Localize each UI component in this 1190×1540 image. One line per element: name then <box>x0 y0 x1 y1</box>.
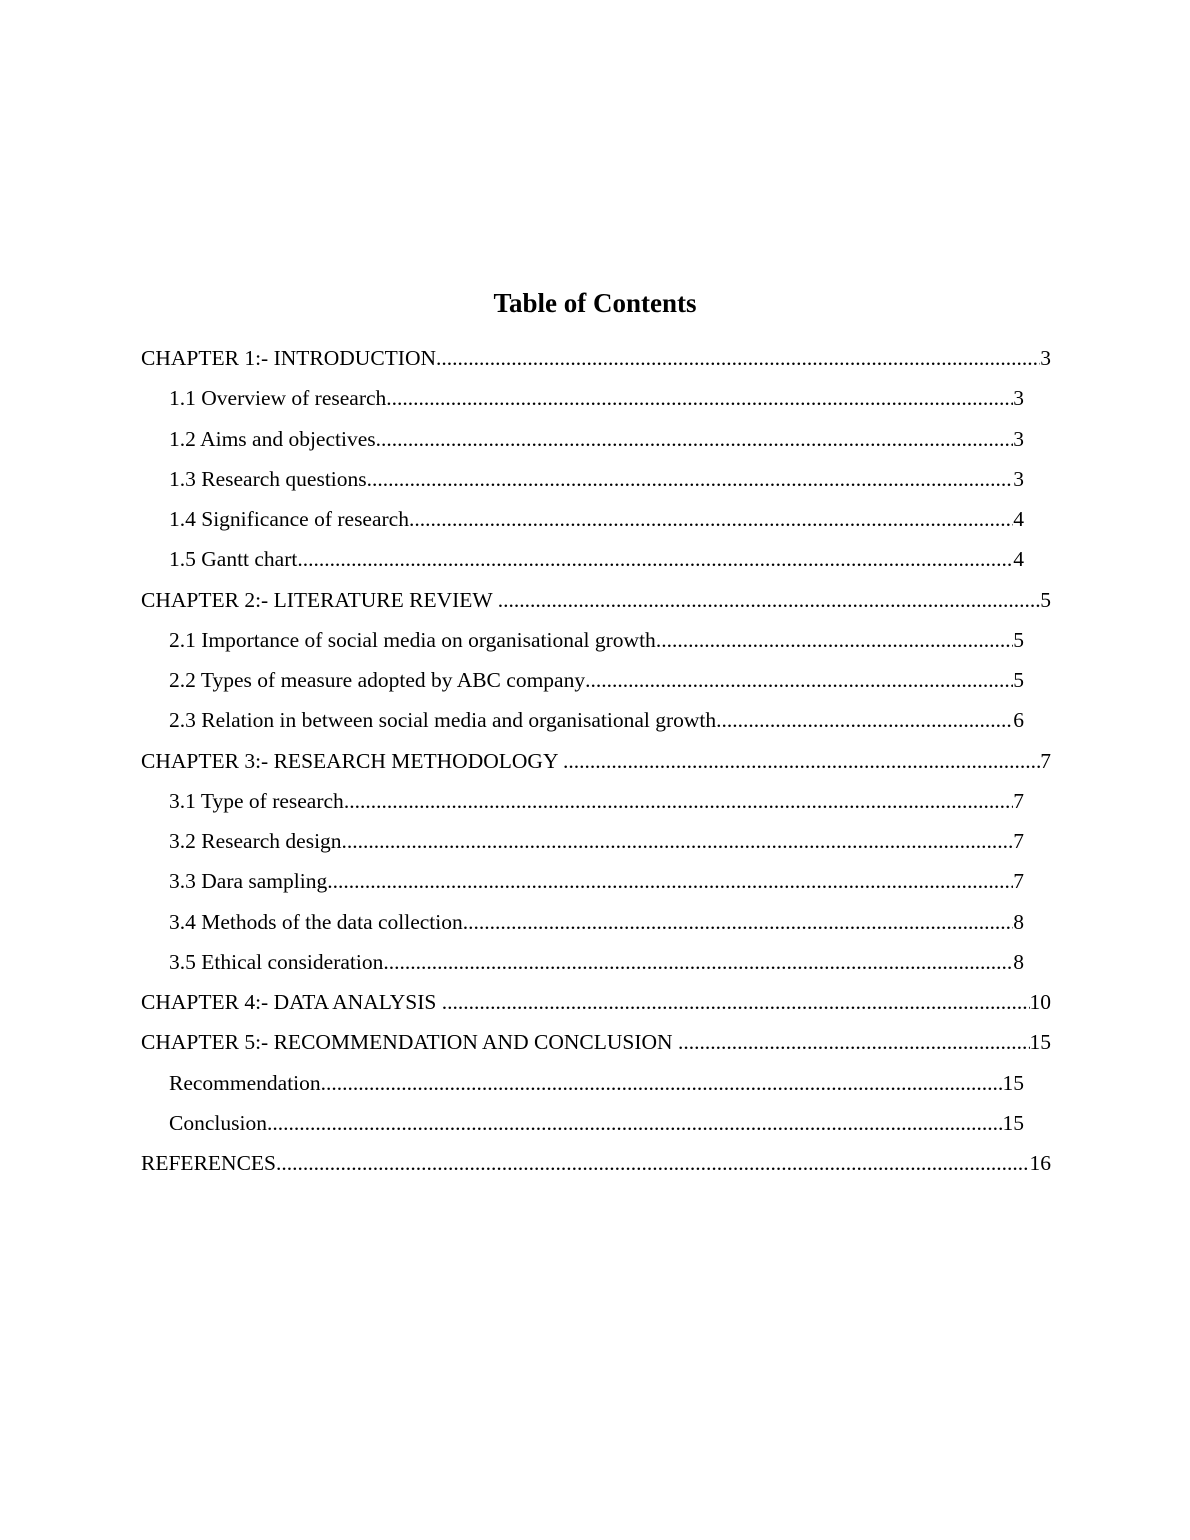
toc-section-entry[interactable] <box>169 662 1024 702</box>
toc-dot-leader <box>656 622 1013 658</box>
toc-chapter-entry[interactable] <box>141 582 1051 622</box>
toc-entry-label: 2.3 Relation in between social media and organisational growth <box>169 708 717 733</box>
toc-dot-leader <box>436 340 1040 376</box>
toc-entry-page-number: 4 <box>1013 547 1024 572</box>
toc-entry-page-number: 8 <box>1013 909 1024 934</box>
toc-chapter-entry[interactable] <box>141 743 1051 783</box>
toc-dot-leader <box>678 1024 1030 1060</box>
toc-entry-label: CHAPTER 4:- DATA ANALYSIS <box>141 990 442 1014</box>
toc-entry-page-number: 16 <box>1029 1151 1051 1175</box>
toc-section-entry[interactable] <box>169 541 1024 581</box>
toc-section-entry[interactable] <box>169 622 1024 662</box>
page-title: Table of Contents <box>493 288 697 318</box>
toc-entry-page-number: 5 <box>1013 668 1024 692</box>
toc-dot-leader <box>367 461 1014 497</box>
toc-chapter-entry[interactable] <box>141 340 1051 380</box>
toc-entry-label: 2.1 Importance of social media on organisational growth <box>169 627 656 652</box>
toc-entry-label: 1.4 Significance of research <box>169 507 409 531</box>
toc-entry-label: 3.2 Research design <box>169 829 342 853</box>
toc-entry-page-number: 7 <box>1013 869 1024 894</box>
toc-entry-label: CHAPTER 2:- LITERATURE REVIEW <box>141 587 498 612</box>
toc-entry-label: Recommendation <box>169 1070 321 1095</box>
toc-entry-label: 1.5 Gantt chart <box>169 547 298 572</box>
toc-section-entry[interactable] <box>169 380 1024 420</box>
toc-dot-leader <box>716 702 1013 738</box>
toc-chapter-entry[interactable] <box>141 1024 1051 1064</box>
toc-dot-leader <box>297 541 1013 577</box>
toc-section-entry[interactable] <box>169 702 1024 742</box>
toc-dot-leader <box>267 1105 1003 1141</box>
toc-entry-label: 3.5 Ethical consideration <box>169 949 384 974</box>
toc-entry-page-number: 15 <box>1002 1110 1024 1135</box>
toc-section-entry[interactable] <box>169 461 1024 501</box>
toc-entry-page-number: 3 <box>1040 346 1051 370</box>
toc-entry-label: REFERENCES <box>141 1151 276 1175</box>
table-of-contents <box>0 340 1190 1185</box>
toc-section-entry[interactable] <box>169 823 1024 863</box>
toc-section-entry[interactable] <box>169 904 1024 944</box>
toc-dot-leader <box>563 743 1040 779</box>
toc-dot-leader <box>376 421 1014 457</box>
toc-dot-leader <box>321 1065 1003 1101</box>
toc-entry-page-number: 15 <box>1029 1030 1051 1055</box>
toc-entry-label: 1.2 Aims and objectives <box>169 426 376 451</box>
toc-entry-page-number: 4 <box>1013 507 1024 531</box>
toc-section-entry[interactable] <box>169 501 1024 541</box>
toc-dot-leader <box>442 984 1030 1020</box>
toc-dot-leader <box>276 1145 1030 1181</box>
toc-entry-page-number: 7 <box>1040 748 1051 773</box>
toc-dot-leader <box>327 863 1013 899</box>
toc-entry-page-number: 15 <box>1002 1070 1024 1095</box>
toc-entry-label: CHAPTER 3:- RESEARCH METHODOLOGY <box>141 748 564 773</box>
toc-section-entry[interactable] <box>169 421 1024 461</box>
toc-entry-page-number: 3 <box>1013 466 1024 491</box>
toc-dot-leader <box>344 783 1013 819</box>
toc-entry-label: 3.4 Methods of the data collection <box>169 909 463 934</box>
toc-entry-page-number: 10 <box>1029 990 1051 1014</box>
toc-entry-label: Conclusion <box>169 1110 267 1135</box>
toc-dot-leader <box>463 904 1013 940</box>
toc-chapter-entry[interactable] <box>141 1145 1051 1185</box>
toc-entry-label: 2.2 Types of measure adopted by ABC company <box>169 668 586 692</box>
toc-entry-page-number: 3 <box>1013 386 1024 411</box>
toc-dot-leader <box>585 662 1013 698</box>
toc-section-entry[interactable] <box>169 783 1024 823</box>
toc-entry-page-number: 3 <box>1013 426 1024 451</box>
toc-entry-page-number: 6 <box>1013 708 1024 733</box>
toc-section-entry[interactable] <box>169 944 1024 984</box>
toc-dot-leader <box>386 380 1013 416</box>
toc-entry-page-number: 7 <box>1013 829 1024 853</box>
toc-entry-page-number: 7 <box>1013 788 1024 813</box>
toc-section-entry[interactable] <box>169 1105 1024 1145</box>
toc-entry-label: 1.1 Overview of research <box>169 386 387 411</box>
toc-entry-page-number: 8 <box>1013 949 1024 974</box>
toc-entry-label: 3.3 Dara sampling <box>169 869 328 894</box>
toc-dot-leader <box>409 501 1013 537</box>
toc-entry-page-number: 5 <box>1040 587 1051 612</box>
toc-section-entry[interactable] <box>169 1065 1024 1105</box>
toc-entry-label: 3.1 Type of research <box>169 788 344 813</box>
toc-chapter-entry[interactable] <box>141 984 1051 1024</box>
toc-dot-leader <box>498 582 1041 618</box>
toc-entry-label: CHAPTER 1:- INTRODUCTION <box>141 346 437 370</box>
toc-entry-label: 1.3 Research questions <box>169 466 367 491</box>
toc-section-entry[interactable] <box>169 863 1024 903</box>
toc-entry-label: CHAPTER 5:- RECOMMENDATION AND CONCLUSION <box>141 1030 678 1055</box>
toc-dot-leader <box>383 944 1013 980</box>
toc-dot-leader <box>342 823 1014 859</box>
toc-entry-page-number: 5 <box>1013 627 1024 652</box>
